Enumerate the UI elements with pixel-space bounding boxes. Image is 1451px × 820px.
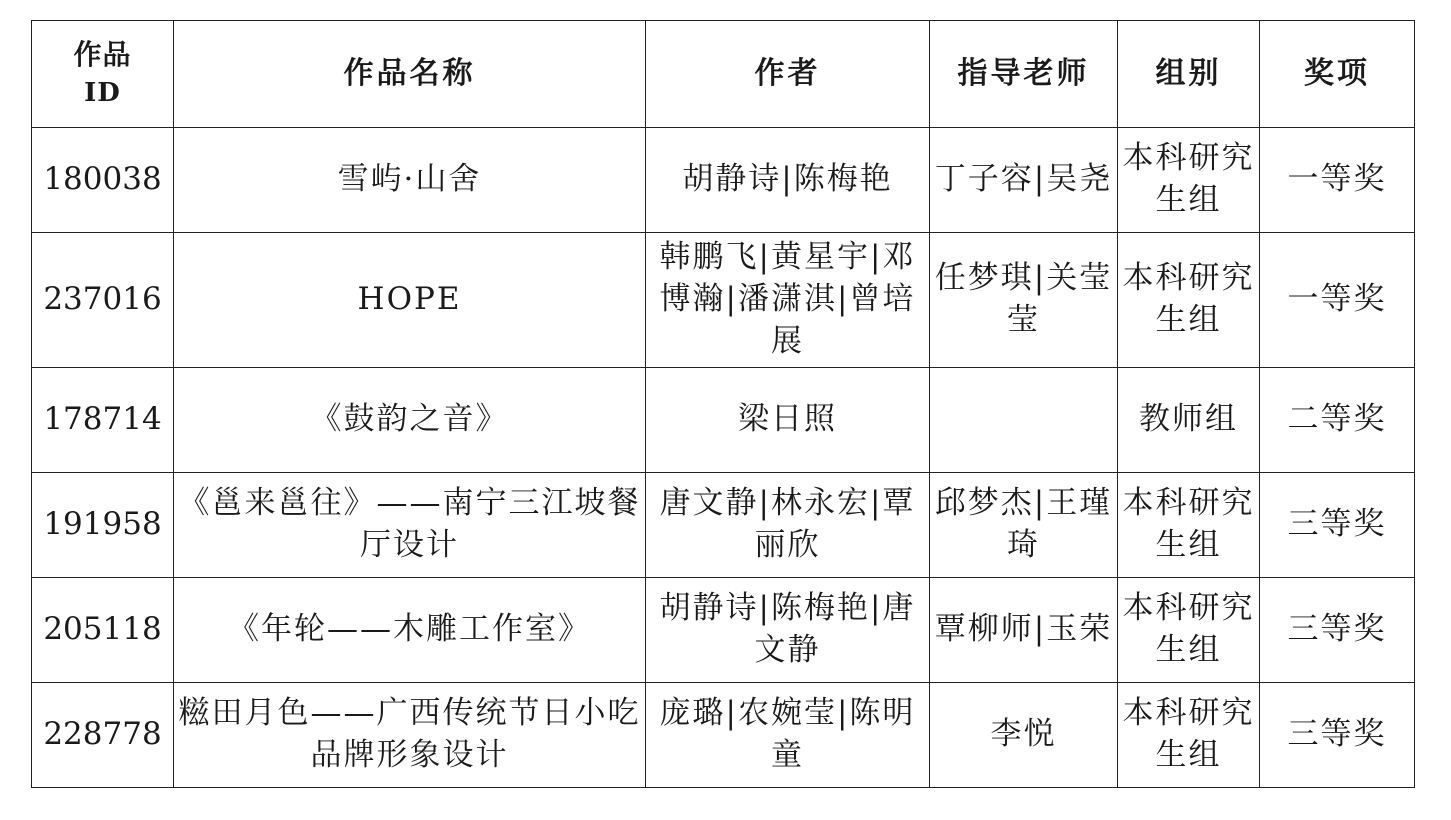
cell-author: 胡静诗|陈梅艳|唐文静: [646, 578, 930, 683]
header-author: 作者: [646, 21, 930, 128]
cell-author: 梁日照: [646, 368, 930, 473]
cell-group: 本科研究生组: [1118, 473, 1260, 578]
cell-award: 三等奖: [1260, 473, 1415, 578]
cell-advisor: 李悦: [930, 683, 1118, 788]
cell-author: 胡静诗|陈梅艳: [646, 128, 930, 233]
cell-id: 178714: [32, 368, 174, 473]
header-row: [32, 21, 1415, 128]
cell-name: 《鼓韵之音》: [174, 368, 646, 473]
cell-group: 本科研究生组: [1118, 233, 1260, 368]
header-id: [32, 21, 174, 128]
cell-author: 唐文静|林永宏|覃丽欣: [646, 473, 930, 578]
cell-group: 教师组: [1118, 368, 1260, 473]
cell-award: 二等奖: [1260, 368, 1415, 473]
cell-advisor: [930, 368, 1118, 473]
table-row: [32, 128, 1415, 233]
table-row: [32, 233, 1415, 368]
cell-group: 本科研究生组: [1118, 578, 1260, 683]
header-advisor: 指导老师: [930, 21, 1118, 128]
awards-table: [31, 20, 1415, 788]
header-id-line1: 作品: [73, 37, 132, 71]
cell-award: 一等奖: [1260, 233, 1415, 368]
header-id-line2: ID: [84, 78, 121, 109]
cell-award: 三等奖: [1260, 683, 1415, 788]
header-award: 奖项: [1260, 21, 1415, 128]
cell-group: 本科研究生组: [1118, 128, 1260, 233]
cell-group: 本科研究生组: [1118, 683, 1260, 788]
cell-award: 一等奖: [1260, 128, 1415, 233]
cell-name: 《邕来邕往》——南宁三江坡餐厅设计: [174, 473, 646, 578]
cell-name: 雪屿·山舍: [174, 128, 646, 233]
table-row: [32, 578, 1415, 683]
table-row: [32, 683, 1415, 788]
header-name: 作品名称: [174, 21, 646, 128]
cell-id: 180038: [32, 128, 174, 233]
cell-author: 庞璐|农婉莹|陈明童: [646, 683, 930, 788]
table-row: [32, 368, 1415, 473]
cell-advisor: 覃柳师|玉荣: [930, 578, 1118, 683]
cell-advisor: 任梦琪|关莹莹: [930, 233, 1118, 368]
cell-award: 三等奖: [1260, 578, 1415, 683]
cell-advisor: 邱梦杰|王瑾琦: [930, 473, 1118, 578]
cell-id: 228778: [32, 683, 174, 788]
header-group: 组别: [1118, 21, 1260, 128]
cell-author: 韩鹏飞|黄星宇|邓博瀚|潘潇淇|曾培展: [646, 233, 930, 368]
cell-name: 糍田月色——广西传统节日小吃品牌形象设计: [174, 683, 646, 788]
cell-id: 205118: [32, 578, 174, 683]
cell-id: 237016: [32, 233, 174, 368]
cell-name: 《年轮——木雕工作室》: [174, 578, 646, 683]
cell-name: HOPE: [174, 233, 646, 368]
cell-advisor: 丁子容|吴尧: [930, 128, 1118, 233]
table-row: [32, 473, 1415, 578]
cell-id: 191958: [32, 473, 174, 578]
